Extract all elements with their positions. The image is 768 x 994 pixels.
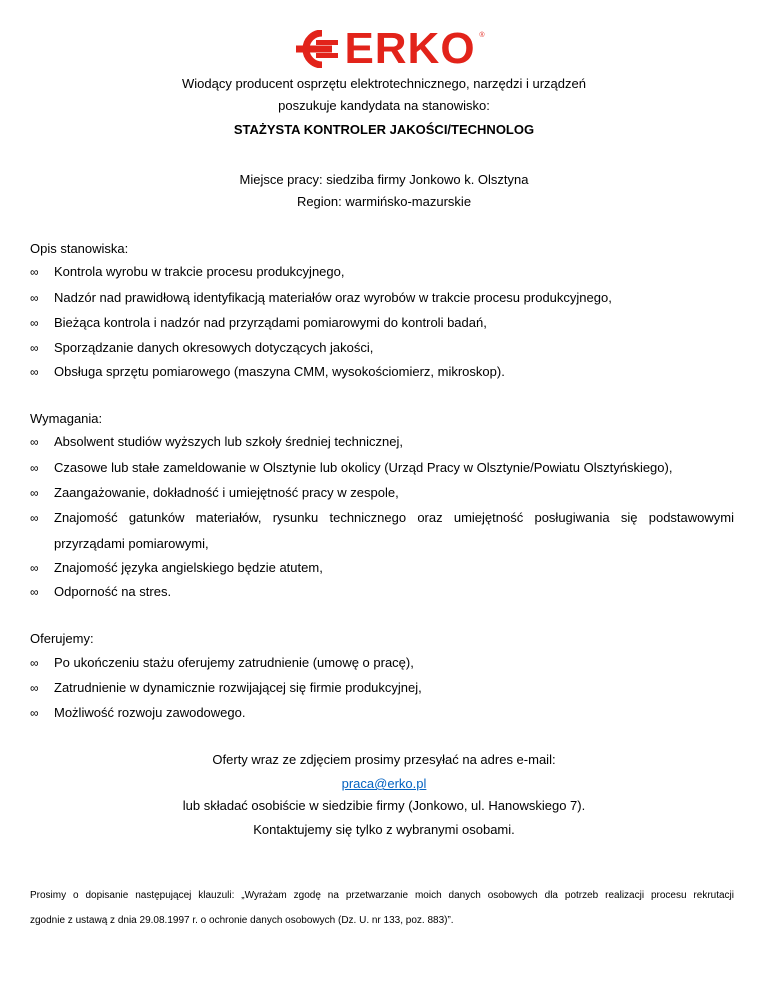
contact-line-2: lub składać osobiście w siedzibie firmy (Jonkowo, ul. Hanowskiego 7).: [182, 798, 586, 813]
bullet-icon: ∞: [30, 365, 39, 379]
consent-clause-line-1: Prosimy o dopisanie następującej klauzuli: „Wyrażam zgodę na przetwarzanie moich danych osobowych dla potrzeb realizacji procesu rekrutacji: [30, 890, 734, 901]
bullet-icon: ∞: [30, 461, 39, 475]
contact-email-row: [0, 776, 768, 792]
intro-line-1: Wiodący producent osprzętu elektrotechnicznego, narzędzi i urządzeń: [182, 76, 586, 91]
list-item-text: Bieżąca kontrola i nadzór nad przyrządami pomiarowymi do kontroli badań,: [54, 315, 487, 330]
bullet-icon: ∞: [30, 585, 39, 599]
bullet-icon: ∞: [30, 341, 39, 355]
list-item-text: Kontrola wyrobu w trakcie procesu produkcyjnego,: [54, 264, 345, 279]
list-item-text: Odporność na stres.: [54, 584, 172, 599]
bullet-icon: ∞: [30, 486, 39, 500]
intro-line-2: poszukuje kandydata na stanowisko:: [278, 98, 490, 113]
bullet-icon: ∞: [30, 511, 39, 525]
region: Region: warmińsko-mazurskie: [296, 194, 472, 209]
consent-clause-line-2: zgodnie z ustawą z dnia 29.08.1997 r. o ochronie danych osobowych (Dz. U. nr 133, poz. 883)”.: [30, 915, 454, 926]
list-item-text: Znajomość języka angielskiego będzie atutem,: [54, 560, 323, 575]
bullet-icon: ∞: [30, 435, 39, 449]
list-item-text: Czasowe lub stałe zameldowanie w Olsztynie lub okolicy (Urząd Pracy w Olsztynie/Powiatu Olsztyńskiego),: [54, 460, 673, 475]
list-item-text: Znajomość gatunków materiałów, rysunku technicznego oraz umiejętność posługiwania się podstawowymi: [54, 510, 734, 525]
offer-heading: Oferujemy:: [30, 631, 94, 646]
list-item-text: Sporządzanie danych okresowych dotyczących jakości,: [54, 340, 374, 355]
bullet-icon: ∞: [30, 706, 39, 720]
bullet-icon: ∞: [30, 561, 39, 575]
contact-line-3: Kontaktujemy się tylko z wybranymi osobami.: [253, 822, 515, 837]
position-title: STAŻYSTA KONTROLER JAKOŚCI/TECHNOLOG: [233, 122, 535, 137]
brand-name: ERKO: [344, 24, 476, 73]
description-heading: Opis stanowiska:: [30, 241, 129, 256]
bullet-icon: ∞: [30, 265, 39, 279]
list-item-text: Absolwent studiów wyższych lub szkoły średniej technicznej,: [54, 434, 403, 449]
list-item-text: Zatrudnienie w dynamicznie rozwijającej się firmie produkcyjnej,: [54, 680, 422, 695]
list-item-text: Obsługa sprzętu pomiarowego (maszyna CMM, wysokościomierz, mikroskop).: [54, 364, 505, 379]
list-item-text-continuation: przyrządami pomiarowymi,: [54, 536, 209, 551]
registered-mark: ®: [479, 32, 485, 39]
email-link[interactable]: praca@erko.pl: [341, 776, 427, 791]
company-logo: [0, 24, 768, 73]
workplace: Miejsce pracy: siedziba firmy Jonkowo k. Olsztyna: [239, 172, 529, 187]
bullet-icon: ∞: [30, 681, 39, 695]
contact-line-1: Oferty wraz ze zdjęciem prosimy przesyłać na adres e-mail:: [212, 752, 556, 767]
bullet-icon: ∞: [30, 291, 39, 305]
plug-icon: [292, 30, 342, 68]
list-item-text: Nadzór nad prawidłową identyfikacją materiałów oraz wyrobów w trakcie procesu produkcyjnego,: [54, 290, 612, 305]
list-item-text: Po ukończeniu stażu oferujemy zatrudnienie (umowę o pracę),: [54, 655, 414, 670]
list-item-text: Zaangażowanie, dokładność i umiejętność pracy w zespole,: [54, 485, 399, 500]
bullet-icon: ∞: [30, 316, 39, 330]
list-item-text: Możliwość rozwoju zawodowego.: [54, 705, 246, 720]
bullet-icon: ∞: [30, 656, 39, 670]
requirements-heading: Wymagania:: [30, 411, 103, 426]
